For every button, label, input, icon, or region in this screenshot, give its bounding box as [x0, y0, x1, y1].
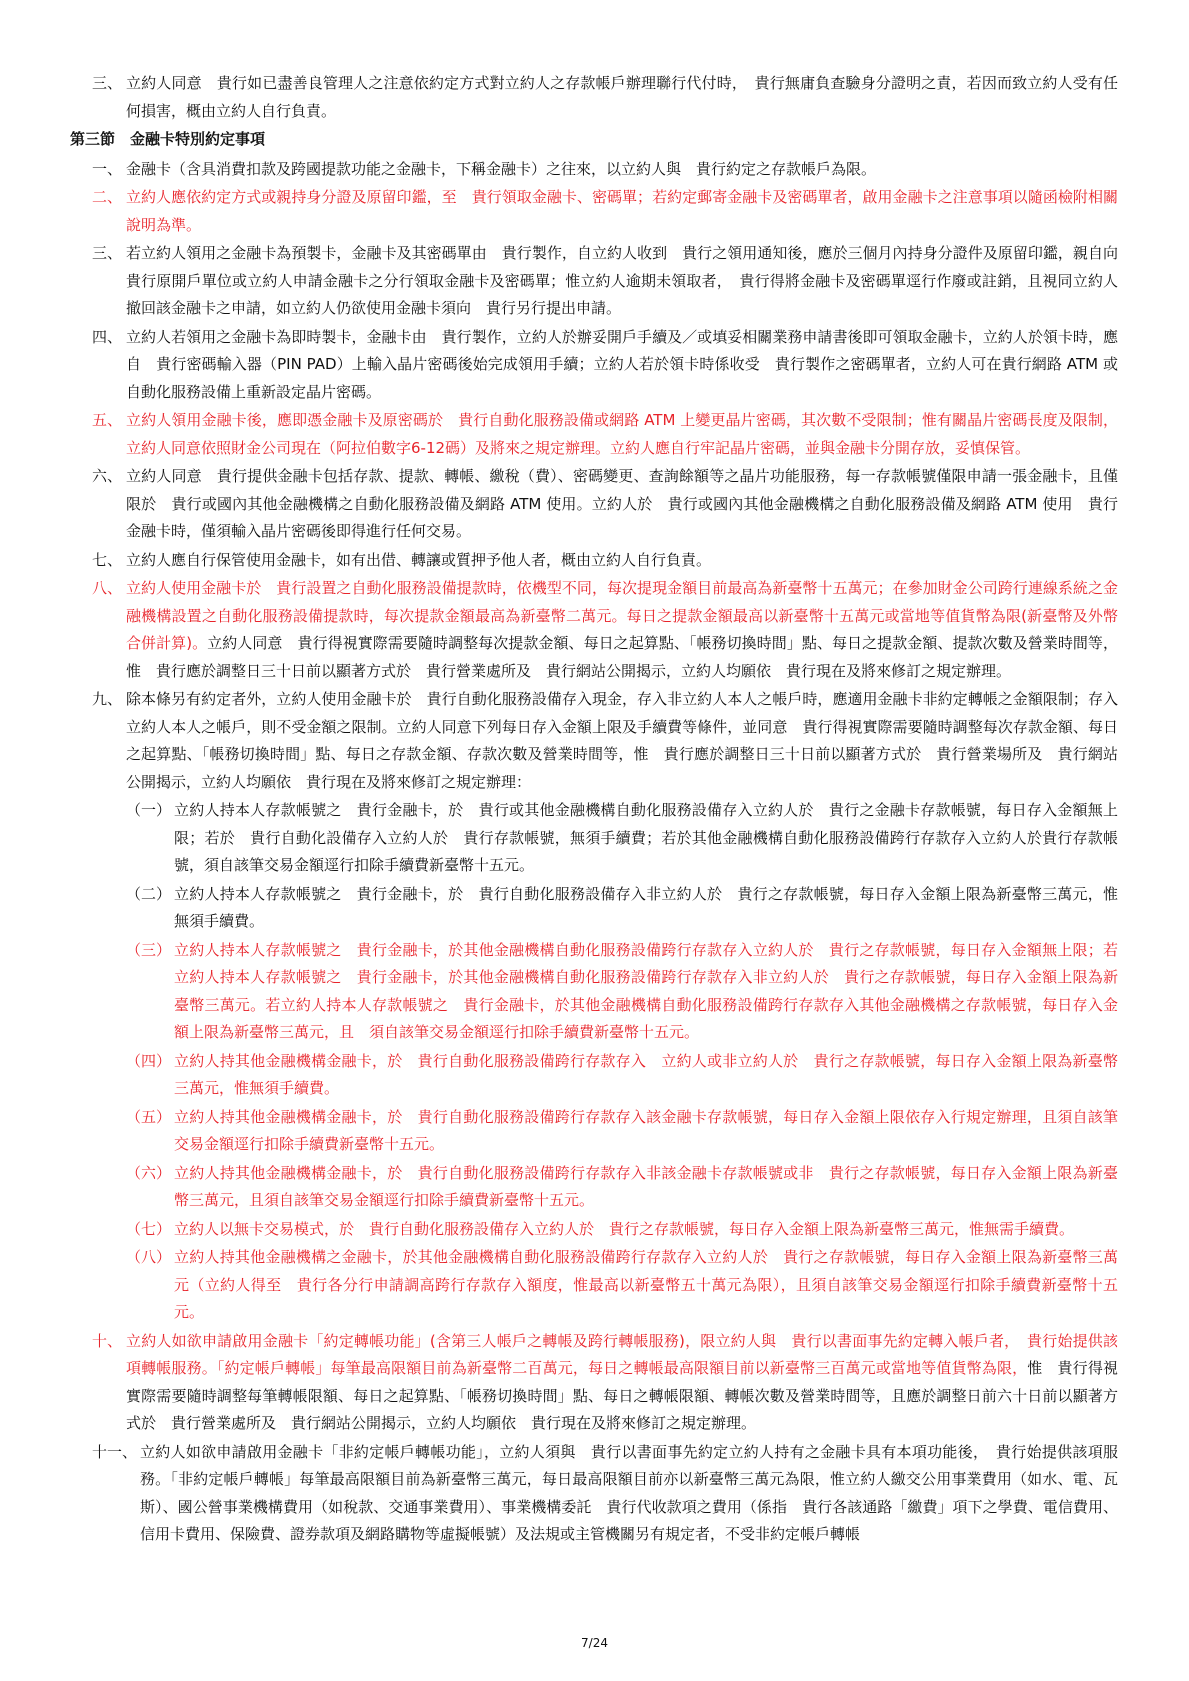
clause-text: 立約人同意 貴行提供金融卡包括存款、提款、轉帳、繳稅（費）、密碼變更、查詢餘額等之晶片功能服務，每一存款帳號僅限申請一張金融卡，且僅限於 貴行或國內其他金融機構之自動化服務設備及網路 ATM 使用。立約人於 貴行或國內其他金融機構之自動化服務設備及網路 ATM 使用 貴行金融卡時，僅須輸入晶片密碼後即得進行任何交易。: [126, 467, 1118, 540]
clause-number: 七、: [92, 550, 123, 569]
subclause-number: （三）: [126, 940, 172, 959]
subclause-1: [70, 797, 1118, 880]
clause-11: [70, 1439, 1118, 1549]
subclause-number: （四）: [126, 1051, 172, 1070]
clause-7: [70, 547, 1118, 575]
clause-text-rest: 立約人同意 貴行得視實際需要隨時調整每次提款金額、每日之起算點、「帳務切換時間」點、每日之提款金額、提款次數及營業時間等，惟 貴行應於調整日三十日前以顯著方式於 貴行營業處所及 貴行網站公開揭示，立約人均願依 貴行現在及將來修訂之規定辦理。: [126, 634, 1118, 680]
clause-text: 立約人同意 貴行如已盡善良管理人之注意依約定方式對立約人之存款帳戶辦理聯行代付時， 貴行無庸負查驗身分證明之責，若因而致立約人受有任何損害，概由立約人自行負責。: [126, 74, 1118, 120]
clause-number: 八、: [92, 579, 123, 597]
clause-8: [70, 575, 1118, 685]
clause-number: 二、: [92, 188, 123, 206]
subclause-3: [70, 937, 1118, 1047]
subclause-text: 立約人持其他金融機構金融卡，於 貴行自動化服務設備跨行存款存入非該金融卡存款帳號或非 貴行之存款帳號，每日存入金額上限為新臺幣三萬元，且須自該筆交易金額逕行扣除手續費新臺幣十五元。: [174, 1163, 1118, 1209]
page-content: [70, 70, 1134, 1550]
subclause-text: 立約人持其他金融機構金融卡，於 貴行自動化服務設備跨行存款存入該金融卡存款帳號，每日存入金額上限依存入行規定辦理，且須自該筆交易金額逕行扣除手續費新臺幣十五元。: [174, 1107, 1118, 1153]
clause-text: 立約人如欲申請啟用金融卡「非約定帳戶轉帳功能」，立約人須與 貴行以書面事先約定立約人持有之金融卡具有本項功能後， 貴行始提供該項服務。「非約定帳戶轉帳」每筆最高限額目前為新臺幣三萬元，每日最高限額目前亦以新臺幣三萬元為限，惟立約人繳交公用事業費用（如水、電、瓦斯）、國公營事業機構費用（如稅款、交通事業費用）、事業機構委託 貴行代收款項之費用（係指 貴行各該通路「繳費」項下之學費、電信費用、信用卡費用、保險費、證券款項及網路購物等虛擬帳號）及法規或主管機關另有規定者，不受非約定帳戶轉帳: [140, 1442, 1118, 1543]
subclause-text: 立約人以無卡交易模式，於 貴行自動化服務設備存入立約人於 貴行之存款帳號，每日存入金額上限為新臺幣三萬元，惟無需手續費。: [174, 1219, 1075, 1238]
clause-text: 立約人應依約定方式或親持身分證及原留印鑑，至 貴行領取金融卡、密碼單；若約定郵寄金融卡及密碼單者，啟用金融卡之注意事項以隨函檢附相關說明為準。: [126, 188, 1118, 234]
subclause-text: 立約人持其他金融機構金融卡，於 貴行自動化服務設備跨行存款存入 立約人或非立約人於 貴行之存款帳號，每日存入金額上限為新臺幣三萬元，惟無須手續費。: [174, 1051, 1118, 1097]
clause-text: 若立約人領用之金融卡為預製卡，金融卡及其密碼單由 貴行製作，自立約人收到 貴行之領用通知後，應於三個月內持身分證件及原留印鑑，親自向 貴行原開戶單位或立約人申請金融卡之分行領取金融卡及密碼單；惟立約人逾期未領取者， 貴行得將金融卡及密碼單逕行作廢或註銷，且視同立約人撤回該金融卡之申請，如立約人仍欲使用金融卡須向 貴行另行提出申請。: [126, 244, 1134, 317]
subclause-number: （五）: [126, 1107, 172, 1126]
subclause-number: （六）: [126, 1163, 172, 1182]
clause-text-highlight: 立約人使用金融卡於 貴行設置之自動化服務設備提款時，依機型不同，每次提現金額目前最高為新臺幣十五萬元；在參加財金公司跨行連線系統之金融機構設置之自動化服務設備提款時，每次提款金額最高為新臺幣二萬元。每日之提款金額最高以新臺幣十五萬元或當地等值貨幣為限(新臺幣及外幣合併計算)。: [126, 579, 1118, 652]
clause-2-3: [70, 70, 1118, 125]
subclause-2: [70, 881, 1118, 936]
clause-text-highlight: 立約人如欲申請啟用金融卡「約定轉帳功能」(含第三人帳戶之轉帳及跨行轉帳服務)，限立約人與 貴行以書面事先約定轉入帳戶者， 貴行始提供該項轉帳服務。「約定帳戶轉帳」每筆最高限額目前為新臺幣二百萬元，每日之轉帳最高限額目前以新臺幣三百萬元或當地等值貨幣為限，: [126, 1331, 1118, 1377]
clause-2: [70, 184, 1118, 239]
clause-text: 金融卡（含具消費扣款及跨國提款功能之金融卡，下稱金融卡）之往來，以立約人與 貴行約定之存款帳戶為限。: [126, 159, 877, 178]
clause-number: 十、: [92, 1331, 123, 1350]
clause-4: [70, 324, 1118, 407]
clause-text: [126, 1328, 1118, 1438]
subclause-6: [70, 1160, 1118, 1215]
clause-number: 三、: [92, 244, 123, 262]
subclause-number: （八）: [126, 1248, 172, 1266]
clause-number: 六、: [92, 467, 123, 485]
clause-number: 三、: [92, 74, 123, 92]
subclause-number: （二）: [126, 884, 172, 903]
subclause-text: 立約人持其他金融機構之金融卡，於其他金融機構自動化服務設備跨行存款存入立約人於 貴行之存款帳號，每日存入金額上限為新臺幣三萬元（立約人得至 貴行各分行申請調高跨行存款存入額度，惟最高以新臺幣五十萬元為限），且須自該筆交易金額逕行扣除手續費新臺幣十五元。: [174, 1248, 1118, 1321]
clause-9: [70, 686, 1118, 796]
subclause-number: （一）: [126, 801, 172, 819]
subclause-7: [70, 1216, 1118, 1244]
clause-number: 一、: [92, 159, 123, 178]
subclause-4: [70, 1048, 1118, 1103]
clause-text: 立約人若領用之金融卡為即時製卡，金融卡由 貴行製作，立約人於辦妥開戶手續及／或填妥相關業務申請書後即可領取金融卡，立約人於領卡時，應自 貴行密碼輸入器（PIN PAD）上輸入晶片密碼後始完成領用手續；立約人若於領卡時係收受 貴行製作之密碼單者，立約人可在貴行網路 ATM 或自動化服務設備上重新設定晶片密碼。: [126, 327, 1118, 401]
subclause-5: [70, 1104, 1118, 1159]
clause-6: [70, 463, 1118, 546]
clause-text: 除本條另有約定者外，立約人使用金融卡於 貴行自動化服務設備存入現金，存入非立約人本人之帳戶時，應適用金融卡非約定轉帳之金額限制；存入立約人本人之帳戶，則不受金額之限制。立約人同意下列每日存入金額上限及手續費等條件，並同意 貴行得視實際需要隨時調整每次存款金額、每日之起算點、「帳務切換時間」點、每日之存款金額、存款次數及營業時間等，惟 貴行應於調整日三十日前以顯著方式於 貴行營業場所及 貴行網站公開揭示，立約人均願依 貴行現在及將來修訂之規定辦理：: [126, 690, 1118, 791]
clause-text: [126, 575, 1118, 685]
subclause-text: 立約人持本人存款帳號之 貴行金融卡，於 貴行或其他金融機構自動化服務設備存入立約人於 貴行之金融卡存款帳號，每日存入金額無上限；若於 貴行自動化設備存入立約人於 貴行存款帳號，無須手續費；若於其他金融機構自動化服務設備跨行存款存入立約人於貴行存款帳號，須自該筆交易金額逕行扣除手續費新臺幣十五元。: [174, 801, 1118, 874]
clause-number: 十一、: [92, 1442, 138, 1461]
section-title: 第三節 金融卡特別約定事項: [70, 130, 266, 148]
clause-text: 立約人領用金融卡後，應即憑金融卡及原密碼於 貴行自動化服務設備或網路 ATM 上變更晶片密碼，其次數不受限制；惟有關晶片密碼長度及限制，立約人同意依照財金公司現在（阿拉伯數字6-12碼）及將來之規定辦理。立約人應自行牢記晶片密碼，並與金融卡分開存放，妥慎保管。: [126, 411, 1118, 457]
page-number: 7/24: [581, 1636, 608, 1650]
subclause-number: （七）: [126, 1219, 172, 1238]
subclause-text: 立約人持本人存款帳號之 貴行金融卡，於其他金融機構自動化服務設備跨行存款存入立約人於 貴行之存款帳號，每日存入金額無上限；若立約人持本人存款帳號之 貴行金融卡，於其他金融機構自動化服務設備跨行存款存入非立約人於 貴行之存款帳號，每日存入金額上限為新臺幣三萬元。若立約人持本人存款帳號之 貴行金融卡，於其他金融機構自動化服務設備跨行存款存入其他金融機構之存款帳號，每日存入金額上限為新臺幣三萬元，且 須自該筆交易金額逕行扣除手續費新臺幣十五元。: [174, 940, 1118, 1041]
clause-1: [70, 156, 1118, 184]
subclause-text: 立約人持本人存款帳號之 貴行金融卡，於 貴行自動化服務設備存入非立約人於 貴行之存款帳號，每日存入金額上限為新臺幣三萬元，惟無須手續費。: [174, 884, 1118, 930]
clause-number: 四、: [92, 327, 123, 346]
clause-10: [70, 1328, 1118, 1438]
clause-text-rest: 惟 貴行得視實際需要隨時調整每筆轉帳限額、每日之起算點、「帳務切換時間」點、每日之轉帳限額、轉帳次數及營業時間等，且應於調整日前六十日前以顯著方式於 貴行營業處所及 貴行網站公開揭示，立約人均願依 貴行現在及將來修訂之規定辦理。: [126, 1359, 1118, 1432]
clause-number: 九、: [92, 690, 123, 708]
clause-text: 立約人應自行保管使用金融卡，如有出借、轉讓或質押予他人者，概由立約人自行負責。: [126, 550, 712, 569]
subclause-8: [70, 1244, 1118, 1327]
clause-5: [70, 407, 1118, 462]
clause-number: 五、: [92, 411, 123, 429]
clause-3: [70, 240, 1134, 323]
